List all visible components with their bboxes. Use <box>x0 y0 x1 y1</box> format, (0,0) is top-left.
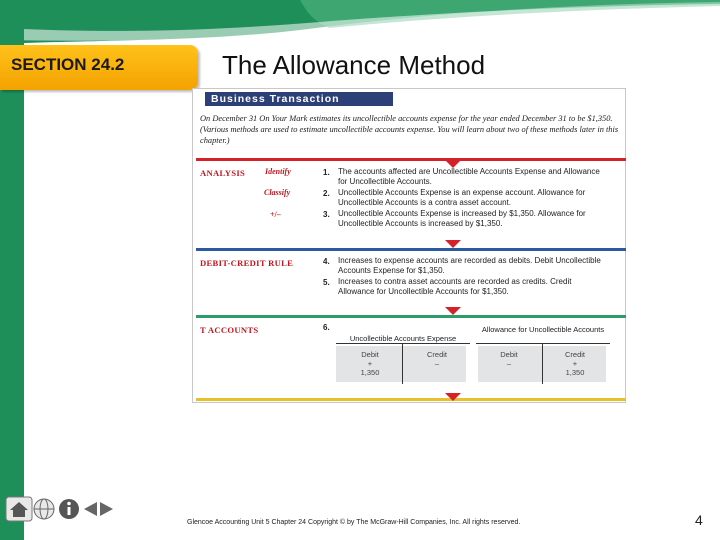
home-icon[interactable] <box>5 496 33 522</box>
increase-decrease-label: +/– <box>270 210 281 219</box>
page-title: The Allowance Method <box>222 50 486 80</box>
t-account-rule <box>336 343 470 344</box>
classify-label: Classify <box>264 188 291 197</box>
business-transaction-text: On December 31 On Your Mark estimates its uncollectible accounts expense for the year ended December 31 to be $1,350. (Various methods are used to estimate uncollectible accounts expense. You will learn about two of these methods later in this chapter.) <box>200 114 619 145</box>
analysis-item-1: The accounts affected are Uncollectible Accounts Expense and Allowance for Uncollectible Accounts. <box>338 167 600 186</box>
item-number: 1. <box>323 168 330 177</box>
t-account-credit <box>413 350 461 368</box>
debit-credit-divider <box>196 248 626 251</box>
down-arrow-icon <box>445 393 461 401</box>
t-account-title: Allowance for Uncollectible Accounts <box>481 325 605 334</box>
page-number: 4 <box>695 512 703 528</box>
down-arrow-icon <box>445 240 461 248</box>
debit-sign: + <box>367 359 373 368</box>
identify-label: Identify <box>265 167 291 176</box>
analysis-label: ANALYSIS <box>200 168 246 178</box>
debit-sign: – <box>506 359 512 368</box>
forward-arrow-icon[interactable] <box>98 500 116 518</box>
down-arrow-icon <box>445 307 461 315</box>
t-account-title: Uncollectible Accounts Expense <box>349 334 457 343</box>
item-number: 6. <box>323 323 330 332</box>
t-account-divider <box>402 344 403 384</box>
t-account-debit <box>485 350 533 368</box>
business-transaction-header: Business Transaction <box>205 92 393 106</box>
bottom-divider <box>196 398 626 401</box>
item-number: 5. <box>323 278 330 287</box>
credit-sign: – <box>434 359 440 368</box>
credit-label: Credit <box>426 350 447 359</box>
debit-credit-item-5: Increases to contra asset accounts are recorded as credits. Credit Allowance for Uncollectible Accounts for $1,350. <box>338 277 572 296</box>
analysis-item-2: Uncollectible Accounts Expense is an expense account. Allowance for Uncollectible Accounts is a contra asset account. <box>338 188 586 207</box>
t-account-divider <box>542 344 543 384</box>
top-swoosh-banner <box>0 0 720 44</box>
item-number: 3. <box>323 210 330 219</box>
debit-label: Debit <box>500 350 518 359</box>
t-accounts-label: T ACCOUNTS <box>200 325 259 335</box>
credit-sign: + <box>572 359 578 368</box>
debit-label: Debit <box>361 350 379 359</box>
debit-credit-item-4: Increases to expense accounts are recorded as debits. Debit Uncollectible Accounts Expense for $1,350. <box>338 256 601 275</box>
analysis-item-3: Uncollectible Accounts Expense is increased by $1,350. Allowance for Uncollectible Accounts is increased by $1,350. <box>338 209 586 228</box>
debit-amount: 1,350 <box>360 368 380 377</box>
item-number: 2. <box>323 189 330 198</box>
globe-icon[interactable] <box>32 497 56 521</box>
t-account-rule <box>476 343 610 344</box>
footer-copyright: Glencoe Accounting Unit 5 Chapter 24 Copyright © by The McGraw-Hill Companies, Inc. All rights reserved. <box>187 519 521 526</box>
analysis-divider <box>196 158 626 161</box>
t-accounts-divider <box>196 315 626 318</box>
info-icon[interactable] <box>57 497 81 521</box>
section-label: SECTION 24.2 <box>11 55 125 74</box>
back-arrow-icon[interactable] <box>81 500 99 518</box>
t-account-debit <box>346 350 394 377</box>
debit-credit-rule-label: DEBIT-CREDIT RULE <box>200 258 294 268</box>
t-account-credit <box>551 350 599 377</box>
credit-label: Credit <box>564 350 585 359</box>
item-number: 4. <box>323 257 330 266</box>
credit-amount: 1,350 <box>565 368 585 377</box>
